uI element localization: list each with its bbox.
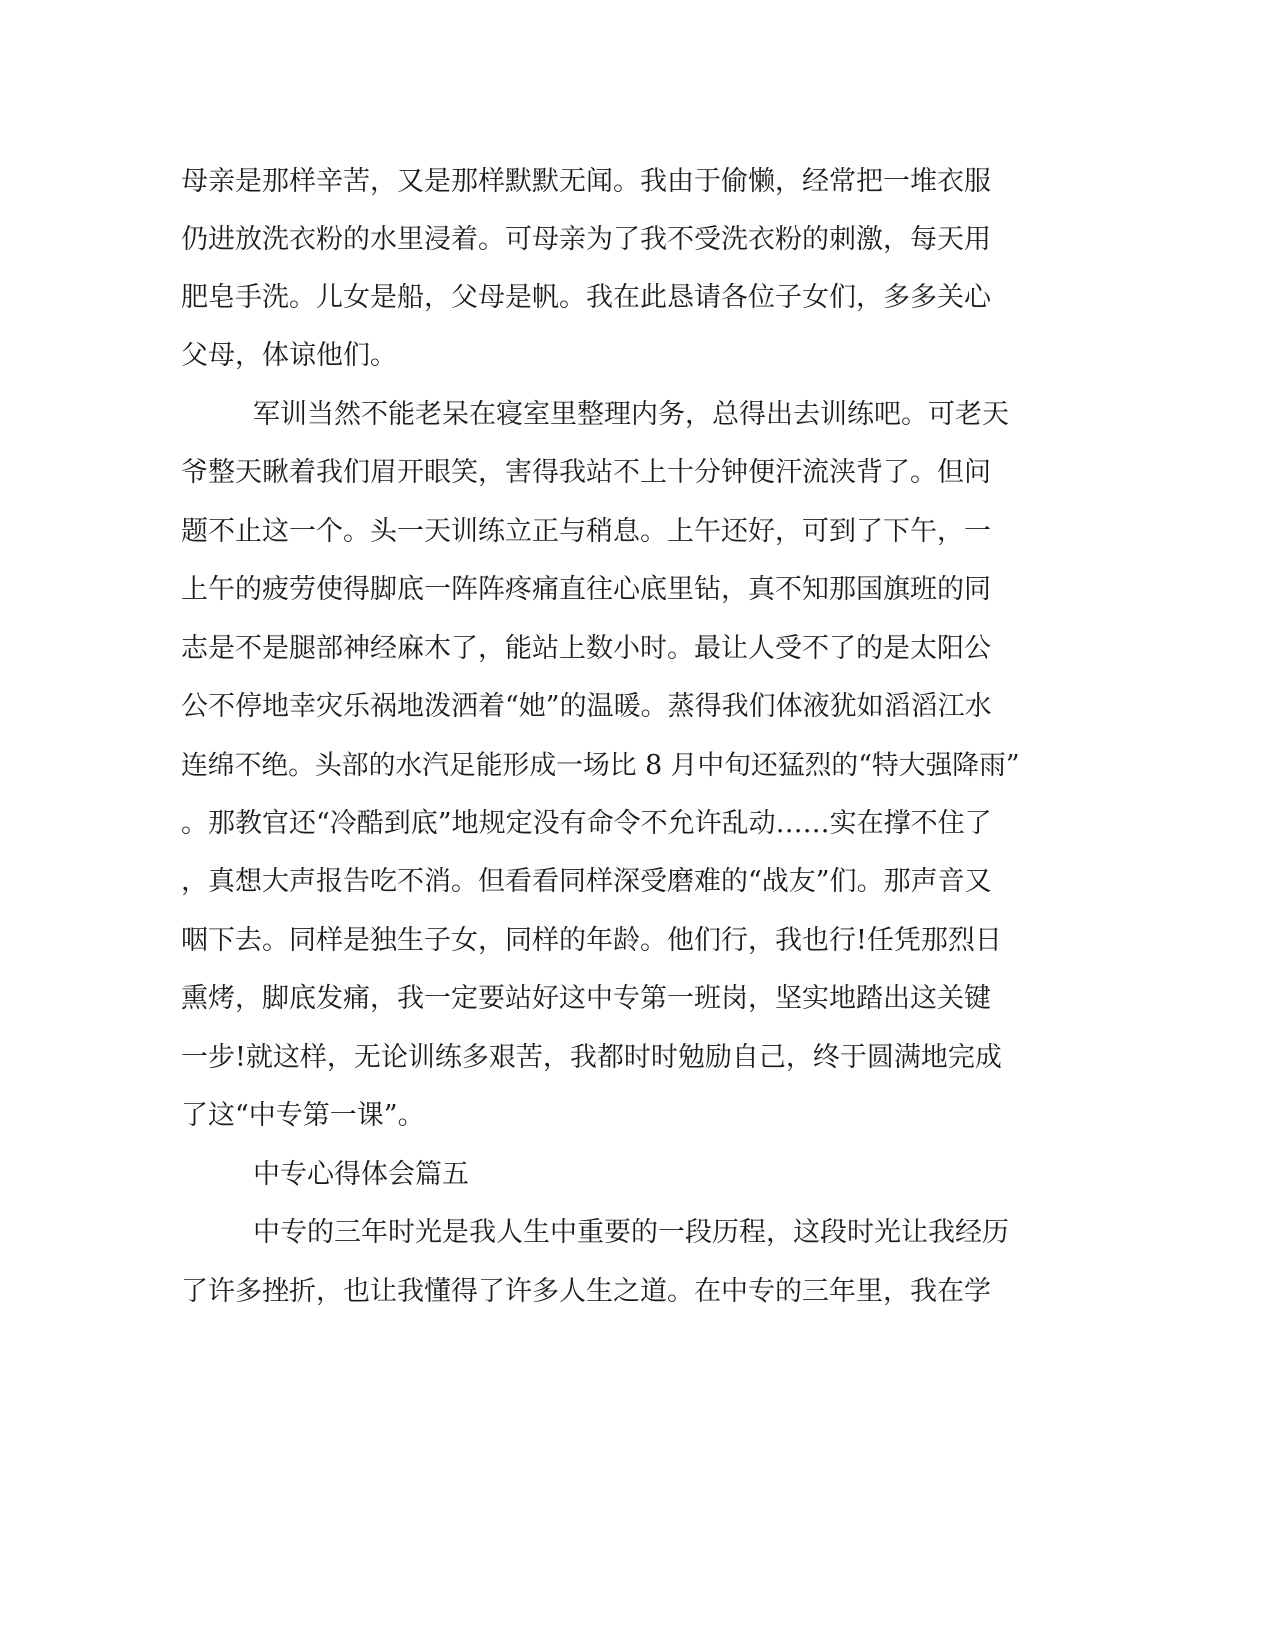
section-heading: 中专心得体会篇五 [253,1159,469,1190]
text-line: ，真想大声报告吃不消。但看看同样深受磨难的“战友”们。那声音又 [181,866,992,897]
text-line: 肥皂手洗。儿女是船，父母是帆。我在此恳请各位子女们，多多关心 [181,282,991,313]
text-line: 爷整天瞅着我们眉开眼笑，害得我站不上十分钟便汗流浃背了。但问 [181,457,991,488]
text-line: 题不止这一个。头一天训练立正与稍息。上午还好，可到了下午，一 [181,516,991,547]
text-line: 了许多挫折，也让我懂得了许多人生之道。在中专的三年里，我在学 [181,1276,991,1307]
text-line: 公不停地幸灾乐祸地泼洒着“她”的温暖。蒸得我们体液犹如滔滔江水 [181,691,992,722]
text-line: 咽下去。同样是独生子女，同样的年龄。他们行，我也行!任凭那烈日 [181,925,1002,956]
text-line: 熏烤，脚底发痛，我一定要站好这中专第一班岗，坚实地踏出这关键 [181,983,991,1014]
text-line: 了这“中专第一课”。 [181,1100,425,1131]
text-line: 连绵不绝。头部的水汽足能形成一场比 8 月中旬还猛烈的“特大强降雨” [181,750,1020,781]
text-line: 军训当然不能老呆在寝室里整理内务，总得出去训练吧。可老天 [253,399,1009,430]
text-line: 仍进放洗衣粉的水里浸着。可母亲为了我不受洗衣粉的刺激，每天用 [181,224,991,255]
text-line: 上午的疲劳使得脚底一阵阵疼痛直往心底里钻，真不知那国旗班的同 [181,574,991,605]
text-line: 母亲是那样辛苦，又是那样默默无闻。我由于偷懒，经常把一堆衣服 [181,166,991,197]
text-line: 父母，体谅他们。 [181,340,397,371]
text-line: 志是不是腿部神经麻木了，能站上数小时。最让人受不了的是太阳公 [181,633,991,664]
text-line: 。那教官还“冷酷到底”地规定没有命令不允许乱动……实在撑不住了 [181,808,992,839]
text-line: 中专的三年时光是我人生中重要的一段历程，这段时光让我经历 [253,1217,1009,1248]
text-line: 一步!就这样，无论训练多艰苦，我都时时勉励自己，终于圆满地完成 [181,1042,1002,1073]
